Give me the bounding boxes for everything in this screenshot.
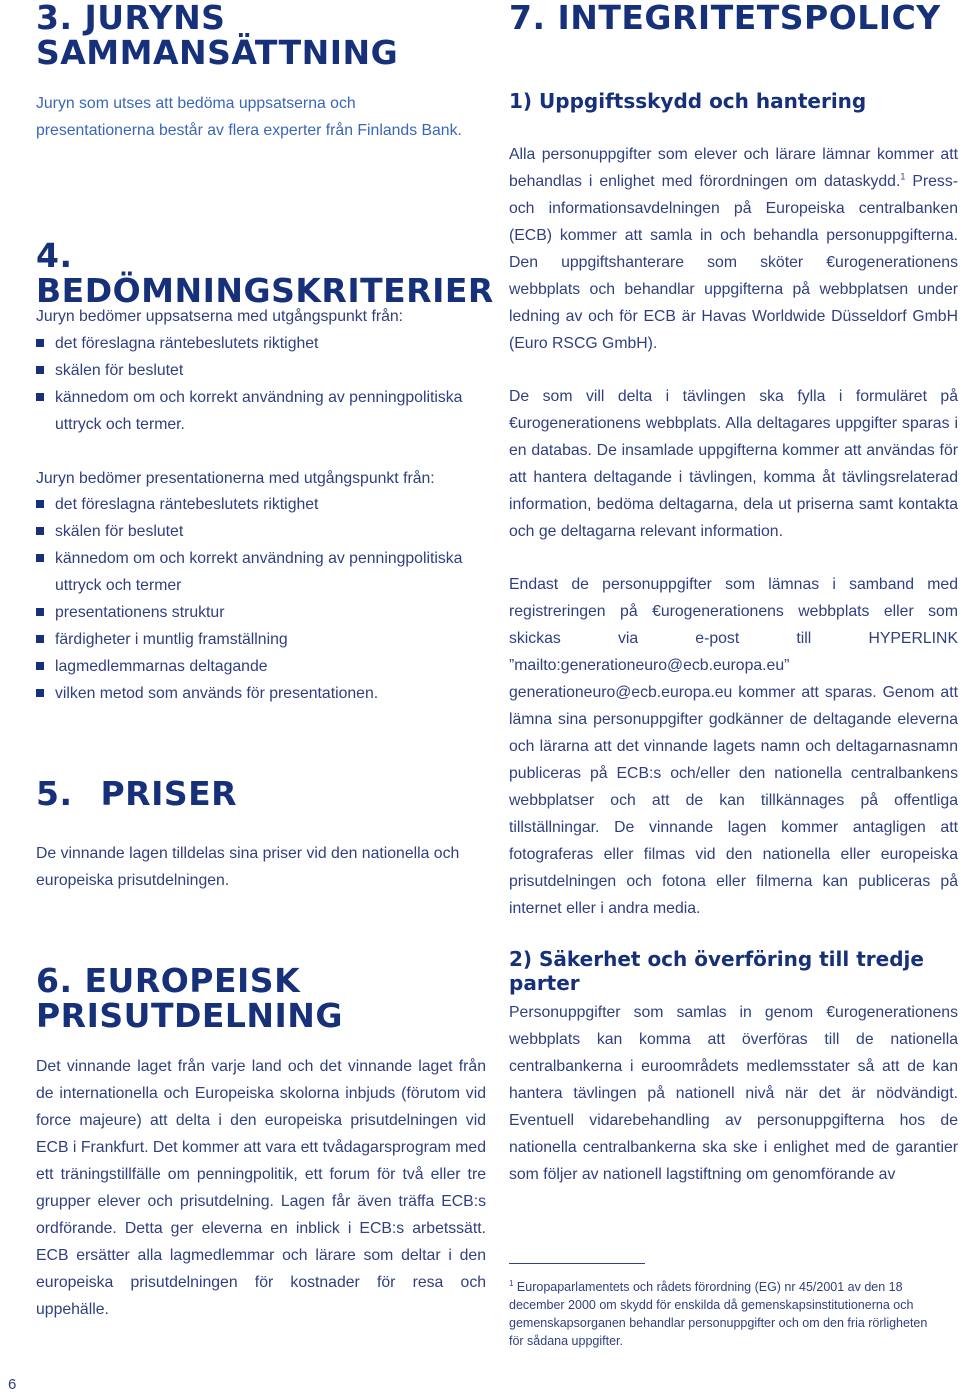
section-5-number: 5.	[36, 774, 73, 813]
bullet-icon	[36, 608, 44, 616]
list-item: kännedom om och korrekt användning av penningpolitiska uttryck och termer.	[36, 384, 476, 438]
subsection-1-title: 1) Uppgiftsskydd och hantering	[509, 89, 867, 113]
section-3-title	[36, 0, 466, 70]
section-4-title: 4. BEDÖMNINGSKRITERIER	[36, 236, 494, 310]
list-item: skälen för beslutet	[36, 357, 476, 384]
footnote-ref: 1	[900, 171, 906, 182]
section-3-text: Juryn som utses att bedöma uppsatserna och presentationerna består av flera experter från Finlands Bank.	[36, 95, 462, 139]
bullet-icon	[36, 554, 44, 562]
list-item: det föreslagna räntebeslutets riktighet	[36, 491, 476, 518]
section-3-title-line2: SAMMANSÄTTNING	[36, 33, 399, 72]
subsection-1-paragraph-2: De som vill delta i tävlingen ska fylla i formuläret på €urogenerationens webbplats. Alla deltagares uppgifter sparas i en databas. De insamlade uppgifterna kommer att användas för att hantera deltagande i tävlingen, komma åt tävlingsrelaterad information, bedöma deltagarna, dela ut priserna samt kontakta och ge deltagarna relevant information.	[509, 388, 958, 540]
bullet-icon	[36, 689, 44, 697]
list-item: lagmedlemmarnas deltagande	[36, 653, 476, 680]
bullet-icon	[36, 662, 44, 670]
bullet-icon	[36, 500, 44, 508]
presentation-criteria-list	[36, 491, 476, 707]
section-6-title-line1: 6. EUROPEISK	[36, 961, 301, 1000]
list-item: det föreslagna räntebeslutets riktighet	[36, 330, 476, 357]
section-5-label: PRISER	[100, 774, 238, 813]
section-4-intro: Juryn bedömer uppsatserna med utgångspunkt från:	[36, 308, 404, 325]
section-7-title: 7. INTEGRITETSPOLICY	[509, 0, 941, 37]
section-3-title-line1: 3. JURYNS	[36, 0, 226, 37]
bullet-icon	[36, 339, 44, 347]
footnote-divider	[509, 1263, 645, 1264]
bullet-icon	[36, 366, 44, 374]
subsection-1-paragraph-1: Alla personuppgifter som elever och lärare lämnar kommer att behandlas i enlighet med förordningen om dataskydd.$^1$ Press- och informationsavdelningen på Europeiska centralbanken (ECB) kommer att samla in och behandla personuppgifterna. Den uppgiftshanterare som sköter €urogenerationens webbplats och behandlar uppgifterna på webbplatsen under ledning av och för ECB är Havas Worldwide Düsseldorf GmbH (Euro RSCG GmbH).	[509, 146, 958, 352]
section-6-text: Det vinnande laget från varje land och det vinnande laget från de internationella och Europeiska skolorna inbjuds (förutom vid force majeure) att delta i den europeiska prisutdelningen vid ECB i Frankfurt. Det kommer att vara ett tvådagarsprogram med ett träningstillfälle om penningpolitik, ett forum för två eller tre grupper elever och prisutdelning. Lagen får även träffa ECB:s ordförande. Detta ger eleverna en inblick i ECB:s arbetssätt. ECB ersätter alla lagmedlemmar och lärare som deltar i den europeiska prisutdelningen för kostnader för resa och uppehälle.	[36, 1058, 486, 1318]
footnote: $^1$ Europaparlamentets och rådets förordning (EG) nr 45/2001 av den 18 december 2000 om skydd för enskilda då gemenskapsinstitutionerna och gemenskapsorganen behandlar personuppgifter och om den fria rörligheten för sådana uppgifter.	[509, 1278, 928, 1348]
list-item: presentationens struktur	[36, 599, 476, 626]
section-6-title	[36, 963, 476, 1033]
list-item: kännedom om och korrekt användning av penningpolitiska uttryck och termer	[36, 545, 476, 599]
list-item: skälen för beslutet	[36, 518, 476, 545]
essay-criteria-list	[36, 330, 476, 438]
list-item: vilken metod som används för presentationen.	[36, 680, 476, 707]
section-6-title-line2: PRISUTDELNING	[36, 996, 344, 1035]
section-4-intro2: Juryn bedömer presentationerna med utgångspunkt från:	[36, 470, 435, 487]
section-5-text: De vinnande lagen tilldelas sina priser vid den nationella och europeiska prisutdelningen.	[36, 845, 460, 889]
page-number: 6	[8, 1376, 17, 1393]
bullet-icon	[36, 635, 44, 643]
footnote-number: 1	[509, 1278, 514, 1288]
bullet-icon	[36, 393, 44, 401]
subsection-1-paragraph-3: Endast de personuppgifter som lämnas i samband med registreringen på €urogenerationens webbplats eller som skickas via e-post till HYPERLINK ”mailto:generationeuro@ecb.europa.eu” generationeuro@ecb.europa.eu kommer att sparas. Genom att lämna sina personuppgifter godkänner de deltagande eleverna och lärarna att det vinnande lagets namn och deltagarnasnamn publiceras på ECB:s och/eller den nationella centralbankens webbplatser och att de kan tillkännages på offentliga tillställningar. De vinnande lagen kommer antagligen att fotograferas eller filmas vid den nationella eller europeiska prisutdelningen och fotona eller filmerna kan publiceras på internet eller i andra media.	[509, 576, 958, 917]
subsection-2-paragraph: Personuppgifter som samlas in genom €urogenerationens webbplats kan komma att överföras till de nationella centralbankerna i euroområdets medlemsstater så att de kan hantera tävlingen på nationell nivå när det är nödvändigt. Eventuell vidarebehandling av personuppgifterna hos de nationella centralbankerna ska ske i enlighet med de garantier som följer av nationell lagstiftning om genomförande av	[509, 1004, 958, 1183]
subsection-2-title: 2) Säkerhet och överföring till tredje parter	[509, 947, 924, 995]
section-5-title	[36, 776, 476, 811]
bullet-icon	[36, 527, 44, 535]
list-item: färdigheter i muntlig framställning	[36, 626, 476, 653]
